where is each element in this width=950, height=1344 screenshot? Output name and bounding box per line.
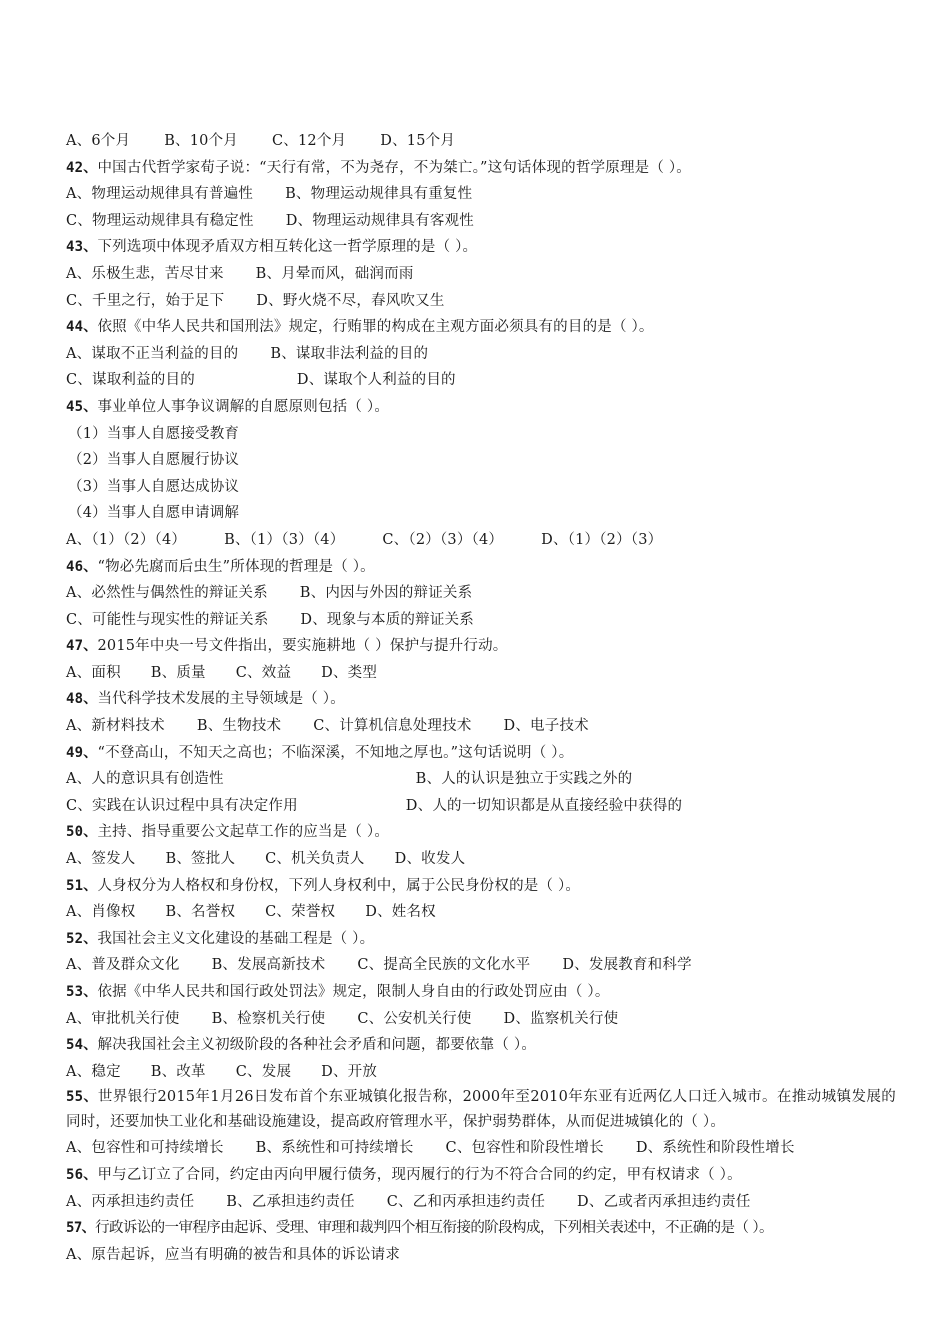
answer-option: A、人的意识具有创造性 bbox=[66, 771, 224, 788]
question-number: 49、 bbox=[66, 744, 98, 761]
answer-option: D、姓名权 bbox=[365, 904, 436, 921]
options-line bbox=[66, 1059, 896, 1086]
answer-option: B、生物技术 bbox=[196, 718, 282, 735]
question-line bbox=[66, 873, 896, 900]
answer-option: C、实践在认识过程中具有决定作用 bbox=[66, 797, 298, 814]
question-number: 48、 bbox=[66, 691, 98, 708]
question-text: 依据《中华人民共和国行政处罚法》规定，限制人身自由的行政处罚应由（ ）。 bbox=[97, 984, 610, 1000]
answer-option: A、物理运动规律具有普遍性 bbox=[66, 186, 254, 203]
answer-option: C、（2）（3）（4） bbox=[382, 531, 504, 548]
answer-option: A、（1）（2）（4） bbox=[66, 531, 187, 548]
question-number: 47、 bbox=[66, 638, 98, 655]
options-line bbox=[66, 713, 896, 740]
options-line bbox=[66, 793, 896, 820]
question-line bbox=[66, 633, 896, 660]
question-text: 行政诉讼的一审程序由起诉、受理、审理和裁判四个相互衔接的阶段构成，下列相关表述中，不正确的是（ ）。 bbox=[95, 1220, 773, 1237]
answer-option: D、监察机关行使 bbox=[503, 1010, 619, 1027]
question-text: 下列选项中体现矛盾双方相互转化这一哲学原理的是（ ）。 bbox=[97, 239, 478, 256]
question-number: 54、 bbox=[66, 1037, 98, 1054]
sub-statement-text: （1）当事人自愿接受教育 bbox=[68, 425, 240, 442]
question-number: 45、 bbox=[66, 398, 98, 415]
question-line bbox=[66, 394, 896, 421]
question-line bbox=[66, 740, 896, 767]
question-text: 人身权分为人格权和身份权，下列人身权利中，属于公民身份权的是（ ）。 bbox=[97, 877, 581, 894]
answer-option: D、15个月 bbox=[380, 133, 456, 149]
exam-page bbox=[66, 128, 896, 1268]
question-text: 2015年中央一号文件指出，要实施耕地（ ）保护与提升行动。 bbox=[97, 638, 508, 655]
question-number: 57、 bbox=[66, 1220, 96, 1237]
answer-option: D、乙或者丙承担违约责任 bbox=[577, 1193, 751, 1210]
options-line bbox=[66, 899, 896, 926]
answer-option: C、12个月 bbox=[272, 133, 347, 149]
answer-option: B、内因与外因的辩证关系 bbox=[299, 585, 473, 602]
answer-option: C、计算机信息处理技术 bbox=[313, 718, 472, 735]
question-number: 55、 bbox=[66, 1089, 98, 1106]
options-line bbox=[66, 660, 896, 687]
answer-option: D、发展教育和科学 bbox=[562, 957, 692, 974]
question-line bbox=[66, 1032, 896, 1059]
answer-option: B、（1）（3）（4） bbox=[224, 531, 345, 548]
answer-option: A、包容性和可持续增长 bbox=[66, 1140, 224, 1157]
question-text: 甲与乙订立了合同，约定由丙向甲履行债务，现丙履行的行为不符合合同的约定，甲有权请求（ ）。 bbox=[97, 1166, 742, 1183]
question-number: 50、 bbox=[66, 824, 98, 841]
options-line bbox=[66, 261, 896, 288]
answer-option: D、系统性和阶段性增长 bbox=[635, 1140, 795, 1157]
options-line bbox=[66, 527, 896, 554]
options-line bbox=[66, 766, 896, 793]
answer-option: A、原告起诉，应当有明确的被告和具体的诉讼请求 bbox=[66, 1246, 401, 1263]
answer-option: B、签批人 bbox=[165, 851, 236, 868]
options-line bbox=[66, 846, 896, 873]
answer-option: B、名誉权 bbox=[165, 904, 236, 921]
answer-option: A、面积 bbox=[66, 664, 121, 681]
answer-option: C、物理运动规律具有稳定性 bbox=[66, 212, 254, 229]
answer-option: D、收发人 bbox=[394, 851, 466, 868]
question-number: 53、 bbox=[66, 984, 98, 1000]
question-text: 当代科学技术发展的主导领域是（ ）。 bbox=[97, 691, 345, 708]
question-text: 解决我国社会主义初级阶段的各种社会矛盾和问题，都要依靠（ ）。 bbox=[97, 1037, 537, 1054]
options-line bbox=[66, 1135, 896, 1162]
options-line bbox=[66, 580, 896, 607]
answer-option: D、开放 bbox=[321, 1063, 378, 1080]
options-line bbox=[66, 1242, 896, 1269]
answer-option: A、新材料技术 bbox=[66, 718, 165, 735]
question-line bbox=[66, 314, 896, 341]
answer-option: B、谋取非法利益的目的 bbox=[270, 345, 429, 362]
question-line bbox=[66, 686, 896, 713]
question-number: 44、 bbox=[66, 319, 98, 336]
answer-option: A、审批机关行使 bbox=[66, 1010, 180, 1027]
question-number: 42、 bbox=[66, 159, 98, 176]
answer-option: C、谋取利益的目的 bbox=[66, 372, 195, 389]
answer-option: C、发展 bbox=[235, 1063, 292, 1080]
answer-option: C、包容性和阶段性增长 bbox=[445, 1140, 604, 1157]
answer-option: C、机关负责人 bbox=[265, 851, 365, 868]
answer-option: B、发展高新技术 bbox=[211, 957, 326, 974]
answer-option: C、效益 bbox=[235, 664, 292, 681]
answer-option: B、月晕而风，础润而雨 bbox=[255, 265, 414, 282]
answer-option: C、荣誉权 bbox=[265, 904, 336, 921]
answer-option: B、人的认识是独立于实践之外的 bbox=[415, 771, 633, 788]
question-text: 主持、指导重要公文起草工作的应当是（ ）。 bbox=[97, 824, 390, 841]
question-text: 依照《中华人民共和国刑法》规定，行贿罪的构成在主观方面必须具有的目的是（ ）。 bbox=[97, 319, 654, 336]
question-line bbox=[66, 234, 896, 261]
options-line bbox=[66, 1006, 896, 1033]
question-number: 56、 bbox=[66, 1166, 98, 1183]
options-line bbox=[66, 1189, 896, 1216]
question-line bbox=[66, 1085, 896, 1135]
answer-option: A、必然性与偶然性的辩证关系 bbox=[66, 585, 268, 602]
answer-option: A、稳定 bbox=[66, 1063, 121, 1080]
answer-option: C、提高全民族的文化水平 bbox=[357, 957, 531, 974]
options-line bbox=[66, 607, 896, 634]
answer-option: D、（1）（2）（3） bbox=[541, 531, 663, 548]
question-number: 51、 bbox=[66, 877, 98, 894]
question-number: 43、 bbox=[66, 239, 98, 256]
answer-option: A、谋取不正当利益的目的 bbox=[66, 345, 239, 362]
question-line bbox=[66, 979, 896, 1006]
sub-statement bbox=[66, 421, 896, 448]
sub-statement-text: （3）当事人自愿达成协议 bbox=[68, 478, 240, 495]
answer-option: C、可能性与现实性的辩证关系 bbox=[66, 611, 269, 628]
question-line bbox=[66, 1215, 896, 1242]
question-text: “物必先腐而后虫生”所体现的哲理是（ ）。 bbox=[97, 558, 375, 575]
sub-statement bbox=[66, 447, 896, 474]
question-line bbox=[66, 819, 896, 846]
answer-option: A、签发人 bbox=[66, 851, 136, 868]
answer-option: B、系统性和可持续增长 bbox=[255, 1140, 414, 1157]
sub-statement-text: （4）当事人自愿申请调解 bbox=[68, 505, 240, 522]
question-text: “不登高山，不知天之高也；不临深溪，不知地之厚也。”这句话说明（ ）。 bbox=[97, 744, 574, 761]
answer-option: A、丙承担违约责任 bbox=[66, 1193, 195, 1210]
question-text: 我国社会主义文化建设的基础工程是（ ）。 bbox=[97, 930, 375, 947]
answer-option: D、谋取个人利益的目的 bbox=[296, 372, 456, 389]
answer-option: B、10个月 bbox=[164, 133, 239, 149]
question-text: 世界银行2015年1月26日发布首个东亚城镇化报告称，2000年至2010年东亚有近两亿人口迁入城市。在推动城镇发展的同时，还要加快工业化和基础设施建设，提高政府管理水平，保护弱势群体，从而促进城镇化的（ ）。 bbox=[66, 1089, 896, 1131]
options-line bbox=[66, 367, 896, 394]
options-line bbox=[66, 181, 896, 208]
options-line bbox=[66, 952, 896, 979]
options-line bbox=[66, 288, 896, 315]
options-line bbox=[66, 128, 896, 155]
answer-option: A、肖像权 bbox=[66, 904, 136, 921]
question-text: 事业单位人事争议调解的自愿原则包括（ ）。 bbox=[97, 398, 390, 415]
question-line bbox=[66, 926, 896, 953]
options-line bbox=[66, 341, 896, 368]
question-text: 中国古代哲学家荀子说：“天行有常，不为尧存，不为桀亡。”这句话体现的哲学原理是（ ）。 bbox=[97, 159, 691, 176]
answer-option: A、乐极生悲，苦尽甘来 bbox=[66, 265, 224, 282]
answer-option: B、检察机关行使 bbox=[211, 1010, 326, 1027]
answer-option: D、类型 bbox=[321, 664, 378, 681]
answer-option: B、物理运动规律具有重复性 bbox=[285, 186, 473, 203]
answer-option: D、人的一切知识都是从直接经验中获得的 bbox=[405, 797, 683, 814]
answer-option: B、质量 bbox=[150, 664, 206, 681]
answer-option: B、乙承担违约责任 bbox=[226, 1193, 355, 1210]
answer-option: A、6个月 bbox=[66, 133, 131, 149]
answer-option: A、普及群众文化 bbox=[66, 957, 180, 974]
answer-option: D、野火烧不尽，春风吹又生 bbox=[256, 292, 445, 309]
sub-statement bbox=[66, 500, 896, 527]
answer-option: D、现象与本质的辩证关系 bbox=[300, 611, 474, 628]
answer-option: D、电子技术 bbox=[503, 718, 589, 735]
answer-option: C、乙和丙承担违约责任 bbox=[386, 1193, 546, 1210]
options-line bbox=[66, 208, 896, 235]
answer-option: C、公安机关行使 bbox=[357, 1010, 472, 1027]
answer-option: B、改革 bbox=[150, 1063, 206, 1080]
question-number: 52、 bbox=[66, 930, 98, 947]
sub-statement-text: （2）当事人自愿履行协议 bbox=[68, 452, 240, 469]
question-line bbox=[66, 155, 896, 182]
question-number: 46、 bbox=[66, 558, 98, 575]
question-line bbox=[66, 1162, 896, 1189]
answer-option: D、物理运动规律具有客观性 bbox=[285, 212, 474, 229]
answer-option: C、千里之行，始于足下 bbox=[66, 292, 225, 309]
question-line bbox=[66, 554, 896, 581]
sub-statement bbox=[66, 474, 896, 501]
